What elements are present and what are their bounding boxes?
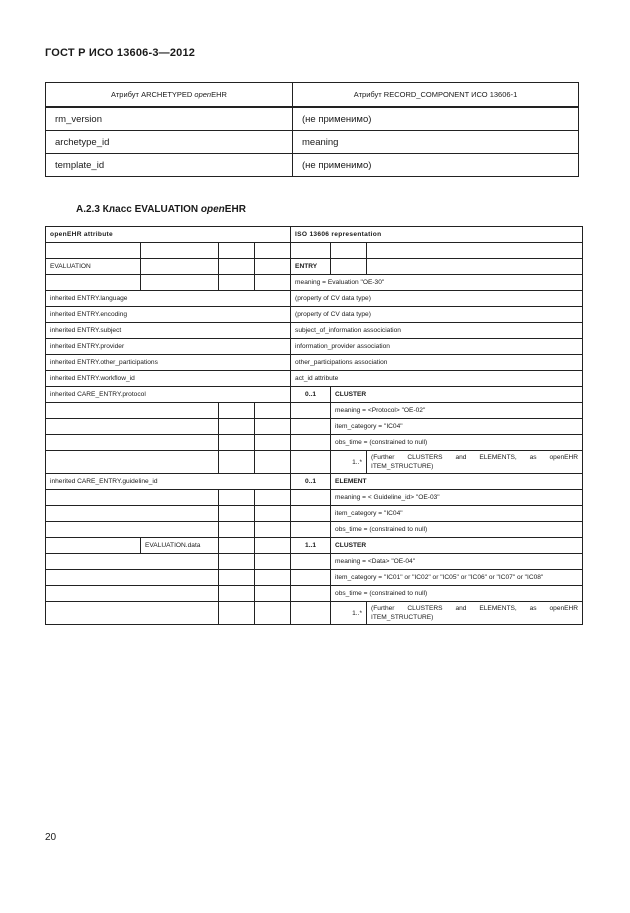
page-number: 20 bbox=[45, 832, 57, 843]
column-header-record-component: Атрибут RECORD_COMPONENT ИСО 13606-1 bbox=[293, 83, 579, 108]
table-row: template_id (не применимо) bbox=[46, 154, 579, 177]
table-row: item_category = "IC04" bbox=[46, 419, 583, 435]
table-row: obs_time = (constrained to null) bbox=[46, 435, 583, 451]
table-row: inherited ENTRY.other_participations other_participations association bbox=[46, 355, 583, 371]
table-row: item_category = "IC01" or "IC02" or "IC05" or "IC06" or "IC07" or "IC08" bbox=[46, 570, 583, 586]
table-row: EVALUATION.data 1..1 CLUSTER bbox=[46, 538, 583, 554]
table-row: item_category = "IC04" bbox=[46, 506, 583, 522]
table-row: inherited CARE_ENTRY.protocol 0..1 CLUSTER bbox=[46, 387, 583, 403]
section-title: A.2.3 Класс EVALUATION openEHR bbox=[76, 204, 246, 215]
table-row: inherited ENTRY.encoding (property of CV data type) bbox=[46, 307, 583, 323]
table-row bbox=[46, 243, 583, 259]
archetyped-mapping-table bbox=[45, 82, 579, 177]
table-row: inherited ENTRY.subject subject_of_information associciation bbox=[46, 323, 583, 339]
table-row: rm_version (не применимо) bbox=[46, 107, 579, 131]
table-row: meaning = <Data> "OE-04" bbox=[46, 554, 583, 570]
table-row: archetype_id meaning bbox=[46, 131, 579, 154]
column-header-archetyped: Атрибут ARCHETYPED openEHR bbox=[46, 83, 293, 108]
table-row: meaning = < Guideline_id> "OE-03" bbox=[46, 490, 583, 506]
table-row: EVALUATION ENTRY bbox=[46, 259, 583, 275]
table-header-row: openEHR attribute ISO 13606 representation bbox=[46, 227, 583, 243]
table-row: meaning = <Protocol> "OE-02" bbox=[46, 403, 583, 419]
table-row: meaning = Evaluation "OE-30" bbox=[46, 275, 583, 291]
table-header-row bbox=[46, 83, 579, 108]
table-row: obs_time = (constrained to null) bbox=[46, 522, 583, 538]
document-code-header: ГОСТ Р ИСО 13606-3—2012 bbox=[45, 47, 196, 59]
table-row: inherited ENTRY.provider information_provider association bbox=[46, 339, 583, 355]
table-row: 1..* (Further CLUSTERS and ELEMENTS, as openEHR ITEM_STRUCTURE) bbox=[46, 451, 583, 474]
table-row: inherited ENTRY.language (property of CV data type) bbox=[46, 291, 583, 307]
evaluation-mapping-table bbox=[45, 226, 583, 625]
table-row: inherited ENTRY.workflow_id act_id attribute bbox=[46, 371, 583, 387]
table-row: inherited CARE_ENTRY.guideline_id 0..1 ELEMENT bbox=[46, 474, 583, 490]
table-row: obs_time = (constrained to null) bbox=[46, 586, 583, 602]
table-row: 1..* (Further CLUSTERS and ELEMENTS, as openEHR ITEM_STRUCTURE) bbox=[46, 602, 583, 625]
